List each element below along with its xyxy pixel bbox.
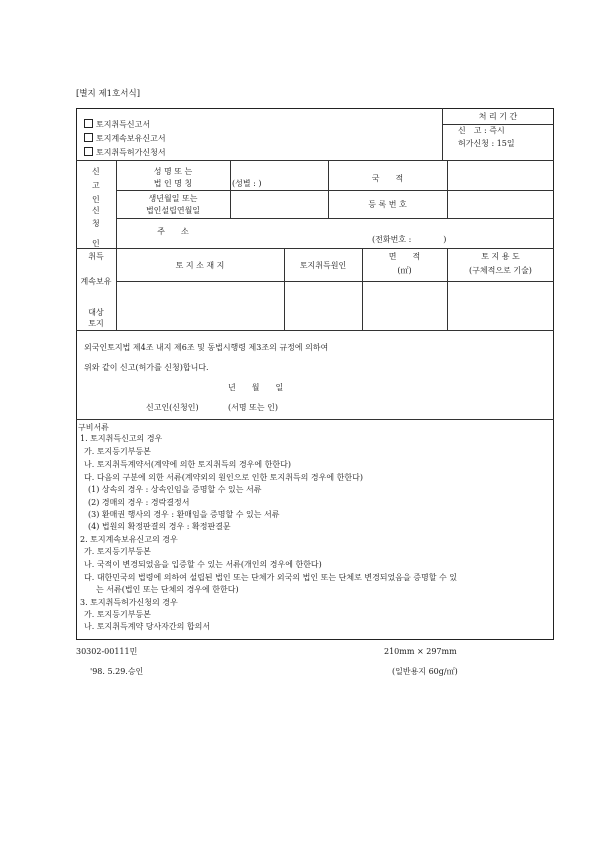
processing-divider bbox=[442, 124, 554, 125]
section-char: 청 bbox=[92, 219, 100, 228]
document-item: 다. 다음의 구분에 의한 서류(계약외의 원인으로 인한 토지취득의 경우에 한한다) bbox=[84, 473, 363, 482]
section-char: 인 bbox=[92, 239, 100, 248]
document-item: (4) 법원의 확정판결의 경우 : 확정판결문 bbox=[88, 522, 231, 531]
land-location-header: 토 지 소 재 지 bbox=[175, 261, 225, 270]
land-usage-hint: (구체적으로 기술) bbox=[469, 266, 532, 275]
registration-number-label: 등 록 번 호 bbox=[368, 200, 407, 209]
document-item: 나. 국적이 변경되었음을 입증할 수 있는 서류(개인의 경우에 한한다) bbox=[84, 560, 322, 569]
document-item: 1. 토지취득신고의 경우 bbox=[80, 434, 163, 443]
name-label: 성 명 또 는 bbox=[153, 167, 193, 176]
row-divider bbox=[76, 160, 554, 161]
row-divider bbox=[76, 330, 554, 331]
checkbox-icon[interactable] bbox=[84, 147, 93, 156]
row-divider bbox=[116, 190, 554, 191]
column-divider bbox=[230, 160, 231, 218]
document-item: 는 서류(법인 또는 단체의 경우에 한한다) bbox=[96, 585, 239, 594]
column-divider bbox=[447, 160, 448, 218]
land-usage-header: 토 지 용 도 bbox=[481, 252, 520, 261]
section-char: 신 bbox=[92, 167, 100, 176]
required-documents-title: 구비서류 bbox=[78, 423, 109, 432]
land-section-label: 대상 bbox=[88, 308, 104, 317]
signature-hint: (서명 또는 인) bbox=[228, 403, 278, 412]
gender-hint: (성별 : ) bbox=[232, 179, 262, 188]
document-item: (1) 상속의 경우 : 상속인임을 증명할 수 있는 서류 bbox=[88, 485, 262, 494]
section-char: 인 bbox=[92, 195, 100, 204]
document-item: 나. 토지취득계약서(계약에 의한 토지취득의 경우에 한한다) bbox=[84, 460, 291, 469]
row-divider bbox=[76, 419, 554, 420]
processing-report: 신 고 : 즉시 bbox=[458, 126, 505, 135]
approval-date: '98. 5.29.승인 bbox=[90, 667, 144, 676]
checkbox-continued-holding-report[interactable]: 토지계속보유신고서 bbox=[84, 133, 166, 143]
form-reference: [별지 제1호서식] bbox=[76, 89, 141, 99]
checkbox-acquisition-permit[interactable]: 토지취득허가신청서 bbox=[84, 147, 166, 157]
section-char: 신 bbox=[92, 206, 100, 215]
document-item: 가. 토지등기부등본 bbox=[84, 547, 151, 556]
section-char: 고 bbox=[92, 181, 100, 190]
declaration-text: 외국인토지법 제4조 내지 제6조 및 동법시행령 제3조의 규정에 의하여 bbox=[84, 343, 329, 352]
document-item: 가. 토지등기부등본 bbox=[84, 447, 151, 456]
column-divider bbox=[284, 248, 285, 330]
checkbox-icon[interactable] bbox=[84, 133, 93, 142]
address-label: 주 소 bbox=[157, 227, 189, 236]
row-divider bbox=[76, 248, 554, 249]
checkbox-icon[interactable] bbox=[84, 119, 93, 128]
checkbox-land-acquisition-report[interactable]: 토지취득신고서 bbox=[84, 119, 150, 129]
acquisition-reason-header: 토지취득원인 bbox=[299, 261, 347, 270]
form-code: 30302-00111민 bbox=[76, 647, 138, 656]
row-divider bbox=[116, 281, 554, 282]
name-label: 법 인 명 칭 bbox=[153, 179, 193, 188]
area-header: 면 적 bbox=[388, 252, 421, 261]
land-section-label: 계속보유 bbox=[80, 277, 112, 286]
declaration-text: 위와 같이 신고(허가를 신청)합니다. bbox=[84, 363, 209, 372]
date-field: 년 월 일 bbox=[228, 383, 284, 392]
document-item: 2. 토지계속보유신고의 경우 bbox=[80, 535, 178, 544]
processing-permit: 허가신청 : 15일 bbox=[458, 139, 515, 148]
paper-size: 210mm × 297mm bbox=[384, 647, 457, 656]
birth-label: 생년월일 또는 bbox=[148, 194, 198, 203]
phone-hint: (전화번호 : ) bbox=[372, 235, 447, 244]
land-section-label: 취득 bbox=[88, 252, 104, 261]
document-item: 가. 토지등기부등본 bbox=[84, 610, 151, 619]
document-item: 나. 토지취득계약 당사자간의 합의서 bbox=[84, 622, 211, 631]
signer-label: 신고인(신청인) bbox=[146, 403, 199, 412]
row-divider bbox=[116, 218, 554, 219]
area-unit: (㎡) bbox=[397, 266, 412, 275]
land-section-label: 토지 bbox=[88, 319, 104, 328]
column-divider bbox=[328, 160, 329, 218]
document-item: 다. 대한민국의 법령에 의하여 설립된 법인 또는 단체가 외국의 법인 또는 단체로 변경되었음을 증명할 수 있 bbox=[84, 573, 457, 582]
document-item: 3. 토지취득허가신청의 경우 bbox=[80, 598, 178, 607]
birth-label: 법인설립연월일 bbox=[145, 206, 201, 215]
paper-weight: (일반용지 60g/㎡) bbox=[392, 667, 458, 676]
document-item: (3) 환매권 행사의 경우 : 환매임을 증명할 수 있는 서류 bbox=[88, 510, 280, 519]
document-item: (2) 경매의 경우 : 경락결정서 bbox=[88, 498, 190, 507]
processing-period-title: 처 리 기 간 bbox=[478, 112, 518, 121]
nationality-label: 국 적 bbox=[371, 174, 404, 183]
